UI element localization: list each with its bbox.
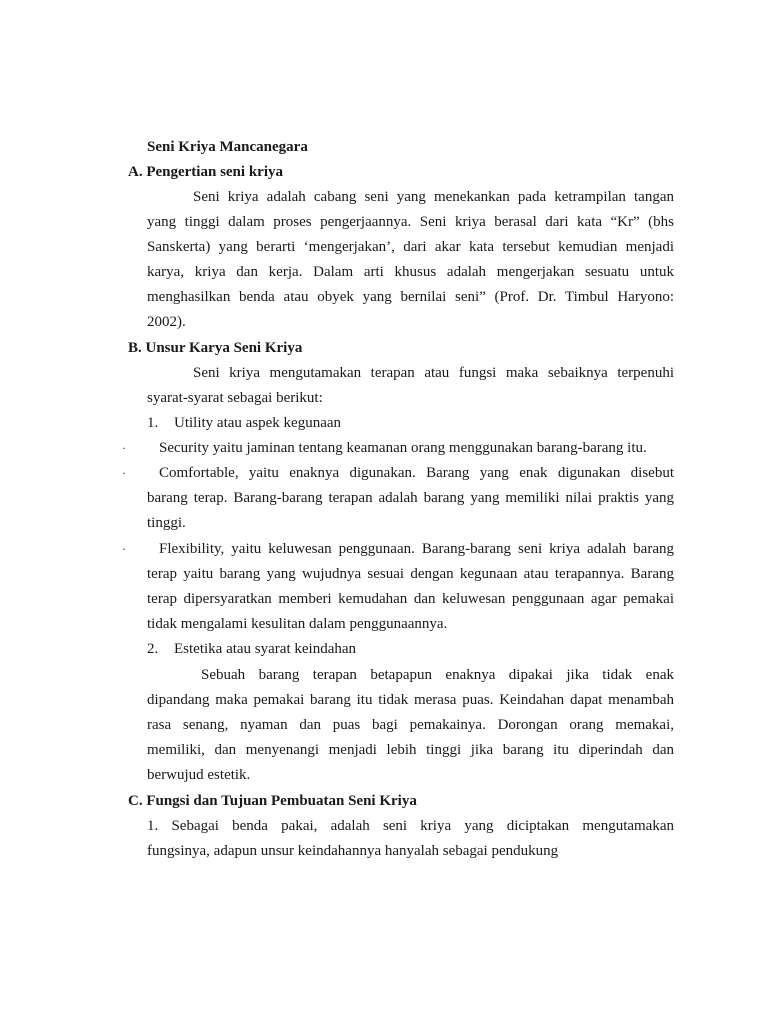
- section-c-heading: C. Fungsi dan Tujuan Pembuatan Seni Kriya: [128, 793, 417, 809]
- section-a-line-2: yang tinggi dalam proses pengerjaannya. Seni kriya berasal dari kata “Kr” (bhs: [147, 214, 674, 230]
- bullet-marker: ·: [122, 466, 126, 480]
- section-a-heading: A. Pengertian seni kriya: [128, 164, 283, 180]
- bullet-comfortable-line-2: barang terap. Barang-barang terapan adalah barang yang memiliki nilai praktis yang: [147, 490, 674, 506]
- item-2-line-5: berwujud estetik.: [147, 767, 251, 783]
- item-2-line-4: memiliki, dan menyenangi menjadi lebih tinggi jika barang itu diperindah dan: [147, 742, 674, 758]
- bullet-comfortable-line-1: Comfortable, yaitu enaknya digunakan. Barang yang enak digunakan disebut: [159, 465, 674, 481]
- item-2-line-2: dipandang maka pemakai barang itu tidak merasa puas. Keindahan dapat menambah: [147, 692, 674, 708]
- bullet-comfortable-line-3: tinggi.: [147, 515, 186, 531]
- section-c-item-1-line-2: fungsinya, adapun unsur keindahannya hanyalah sebagai pendukung: [147, 843, 559, 859]
- item-1-number: 1.: [147, 415, 159, 431]
- item-2-line-3: rasa senang, nyaman dan puas bagi pemakainya. Dorongan orang memakai,: [147, 717, 674, 733]
- section-b-heading: B. Unsur Karya Seni Kriya: [128, 340, 303, 356]
- section-a-line-5: menghasilkan benda atau obyek yang bernilai seni” (Prof. Dr. Timbul Haryono:: [147, 289, 674, 305]
- section-a-line-4: karya, kriya dan kerja. Dalam arti khusus adalah mengerjakan sesuatu untuk: [147, 264, 674, 280]
- item-2-number: 2.: [147, 641, 159, 657]
- section-a-line-6: 2002).: [147, 314, 186, 330]
- bullet-security-line-1: Security yaitu jaminan tentang keamanan orang menggunakan barang-barang itu.: [159, 440, 647, 456]
- bullet-flexibility-line-4: tidak mengalami kesulitan dalam penggunaannya.: [147, 616, 448, 632]
- item-2-label: Estetika atau syarat keindahan: [174, 641, 357, 657]
- item-1-label: Utility atau aspek kegunaan: [174, 415, 342, 431]
- bullet-flexibility-line-2: terap yaitu barang yang wujudnya sesuai dengan kegunaan atau terapannya. Barang: [147, 566, 674, 582]
- bullet-flexibility-line-1: Flexibility, yaitu keluwesan penggunaan. Barang-barang seni kriya adalah barang: [159, 541, 674, 557]
- item-2-line-1: Sebuah barang terapan betapapun enaknya dipakai jika tidak enak: [201, 667, 674, 683]
- section-a-line-3: Sanskerta) yang berarti ‘mengerjakan’, dari akar kata tersebut kemudian menjadi: [147, 239, 674, 255]
- section-c-item-1-line-1: 1. Sebagai benda pakai, adalah seni kriya yang diciptakan mengutamakan: [147, 818, 674, 834]
- bullet-flexibility-line-3: terap dipersyaratkan memberi kemudahan dan keluwesan penggunaan agar pemakai: [147, 591, 674, 607]
- section-b-intro-line-1: Seni kriya mengutamakan terapan atau fungsi maka sebaiknya terpenuhi: [193, 365, 674, 381]
- bullet-marker: ·: [122, 542, 126, 556]
- bullet-marker: ·: [122, 441, 126, 455]
- section-b-intro-line-2: syarat-syarat sebagai berikut:: [147, 390, 323, 406]
- section-a-line-1: Seni kriya adalah cabang seni yang menekankan pada ketrampilan tangan: [193, 189, 674, 205]
- document-title: Seni Kriya Mancanegara: [147, 139, 308, 155]
